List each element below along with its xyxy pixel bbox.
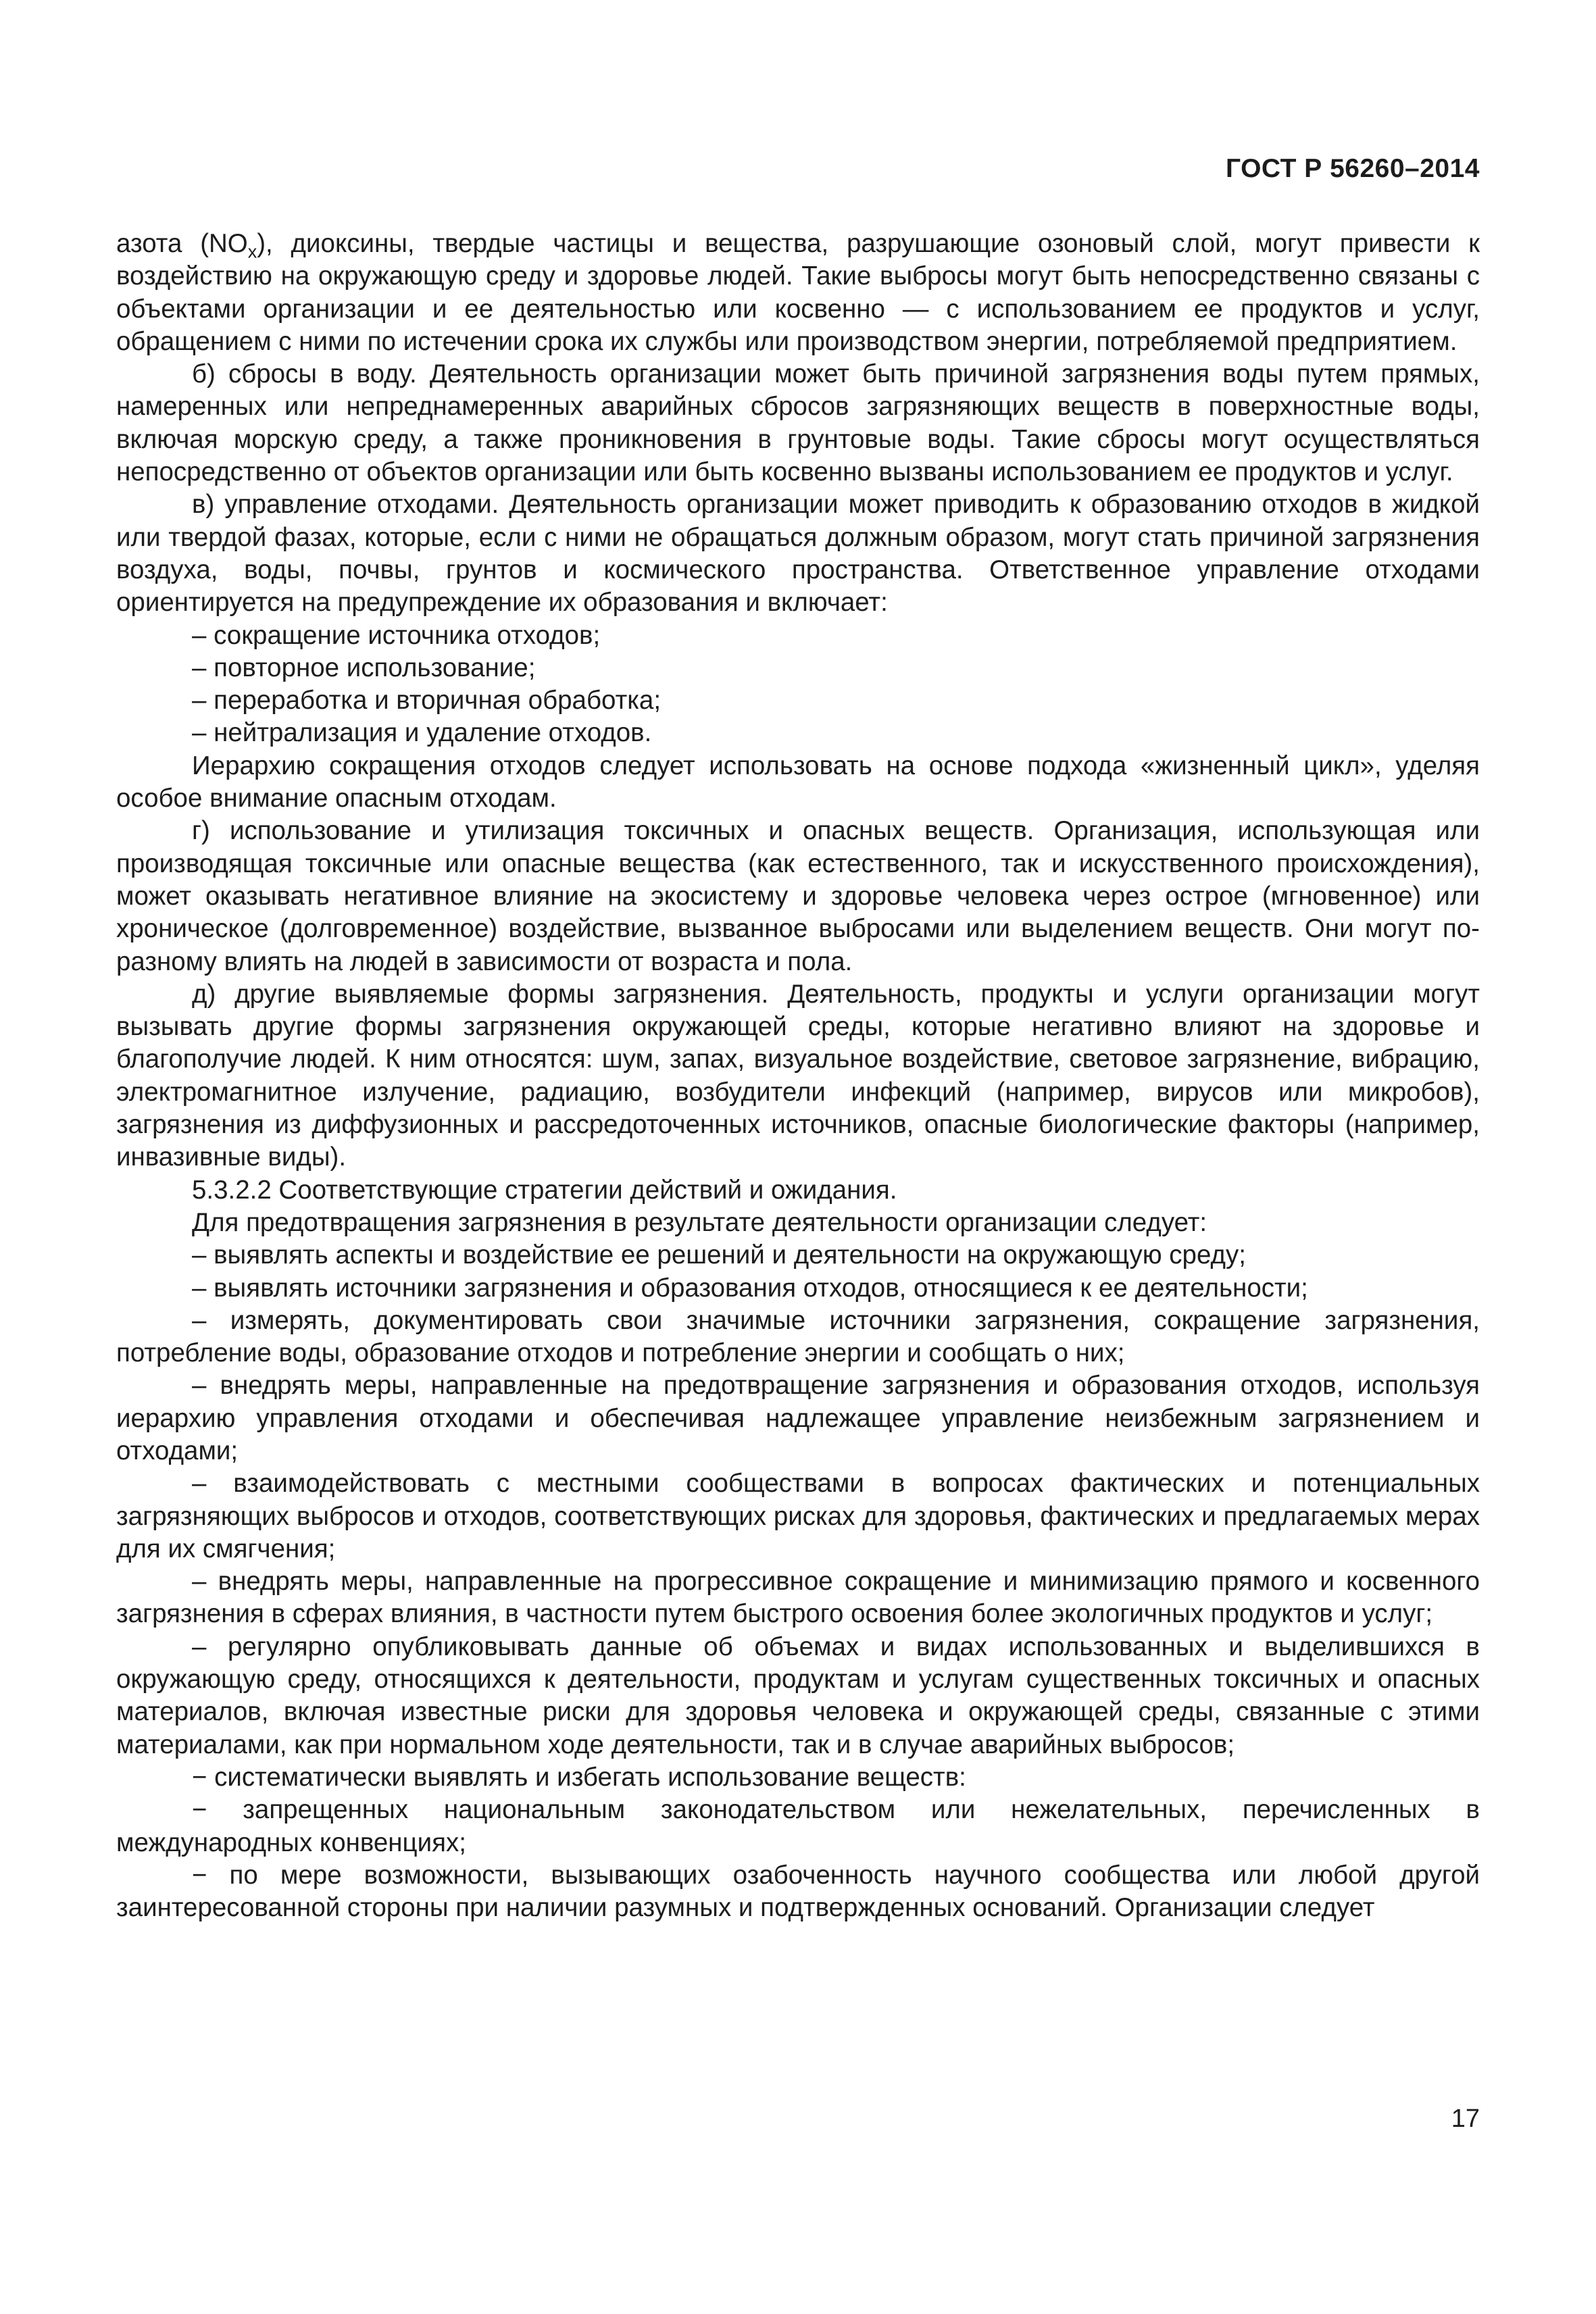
paragraph-emissions-continued — [116, 228, 1480, 358]
list-item: – сокращение источника отходов; — [192, 620, 601, 650]
list-item: – регулярно опубликовывать данные об объемах и видах использованных и выделившихся в окружающую среду, относящихся к деятельности, продуктам и услугам существенных токсичных и опасных материалов, включая известные риски для здоровья человека и окружающей среды, связанные с этими материалами, как при нормальном ходе деятельности, так и в случае аварийных выбросов; — [116, 1632, 1480, 1759]
list-item: – нейтрализация и удаление отходов. — [192, 718, 652, 748]
paragraph-prevention-intro: Для предотвращения загрязнения в результате деятельности организации следует: — [192, 1207, 1207, 1237]
list-item: – выявлять аспекты и воздействие ее решений и деятельности на окружающую среду; — [192, 1240, 1246, 1270]
list-item: − систематически выявлять и избегать использование веществ: — [192, 1762, 966, 1792]
list-item: – повторное использование; — [192, 653, 536, 682]
section-heading-5-3-2-2: 5.3.2.2 Соответствующие стратегии действий и ожидания. — [192, 1175, 897, 1205]
list-item: – взаимодействовать с местными сообществами в вопросах фактических и потенциальных загрязняющих выбросов и отходов, соответствующих рисках для здоровья, фактических и предлагаемых мерах для их смягчения; — [116, 1469, 1480, 1563]
subscript-x: x — [247, 241, 257, 262]
list-item: − по мере возможности, вызывающих озабоченность научного сообщества или любой другой заинтересованной стороны при наличии разумных и подтвержденных оснований. Организации следует — [116, 1860, 1480, 1923]
list-item: – переработка и вторичная обработка; — [192, 686, 662, 715]
list-item: – внедрять меры, направленные на прогрессивное сокращение и минимизацию прямого и косвенного загрязнения в сферах влияния, в частности путем быстрого освоения более экологичных продуктов и услуг; — [116, 1567, 1480, 1629]
page-number: 17 — [1451, 2105, 1480, 2133]
paragraph-other-pollution: д) другие выявляемые формы загрязнения. Деятельность, продукты и услуги организации могут вызывать другие формы загрязнения окружающей среды, которые негативно влияют на здоровье и благополучие людей. К ним относятся: шум, запах, визуальное воздействие, световое загрязнение, вибрацию, электромагнитное излучение, радиацию, возбудители инфекций (например, вирусов или микробов), загрязнения из диффузионных и рассредоточенных источников, опасные биологические факторы (например, инвазивные виды). — [116, 979, 1480, 1172]
list-item: − запрещенных национальным законодательством или нежелательных, перечисленных в международных конвенциях; — [116, 1795, 1480, 1857]
list-item: – выявлять источники загрязнения и образования отходов, относящиеся к ее деятельности; — [192, 1273, 1308, 1303]
paragraph-waste-management: в) управление отходами. Деятельность организации может приводить к образованию отходов в жидкой или твердой фазах, которые, если с ними не обращаться должным образом, могут стать причиной загрязнения воздуха, воды, почвы, грунтов и космического пространства. Ответственное управление отходами ориентируется на предупреждение их образования и включает: — [116, 490, 1480, 618]
text-fragment: азота (NO — [116, 229, 248, 258]
paragraph-waste-hierarchy: Иерархию сокращения отходов следует использовать на основе подхода «жизненный цикл», уделяя особое внимание опасным отходам. — [116, 751, 1480, 813]
paragraph-water-discharges: б) сбросы в воду. Деятельность организации может быть причиной загрязнения воды путем прямых, намеренных или непреднамеренных аварийных сбросов загрязняющих веществ в поверхностные воды, включая морскую среду, а также проникновения в грунтовые воды. Такие сбросы могут осуществляться непосредственно от объектов организации или быть косвенно вызваны использованием ее продуктов и услуг. — [116, 359, 1480, 487]
document-body — [116, 228, 1480, 1924]
list-item: – внедрять меры, направленные на предотвращение загрязнения и образования отходов, используя иерархию управления отходами и обеспечивая надлежащее управление неизбежным загрязнением и отходами; — [116, 1371, 1480, 1465]
document-code: ГОСТ Р 56260–2014 — [1225, 154, 1480, 183]
list-item: – измерять, документировать свои значимые источники загрязнения, сокращение загрязнения, потребление воды, образование отходов и потребление энергии и сообщать о них; — [116, 1305, 1480, 1368]
paragraph-toxic-substances: г) использование и утилизация токсичных и опасных веществ. Организация, использующая или производящая токсичные или опасные вещества (как естественного, так и искусственного происхождения), может оказывать негативное влияние на экосистему и здоровье человека через острое (мгновенное) или хроническое (долговременное) воздействие, вызванное выбросами или выделением веществ. Они могут по-разному влиять на людей в зависимости от возраста и пола. — [116, 816, 1480, 976]
text-fragment: ), диоксины, твердые частицы и вещества, разрушающие озоновый слой, могут привести к воздействию на окружающую среду и здоровье людей. Такие выбросы могут быть непосредственно связаны с объектами организации и ее деятельностью или косвенно — с использованием ее продуктов и услуг, обращением с ними по истечении срока их службы или производством энергии, потребляемой предприятием. — [116, 229, 1480, 356]
